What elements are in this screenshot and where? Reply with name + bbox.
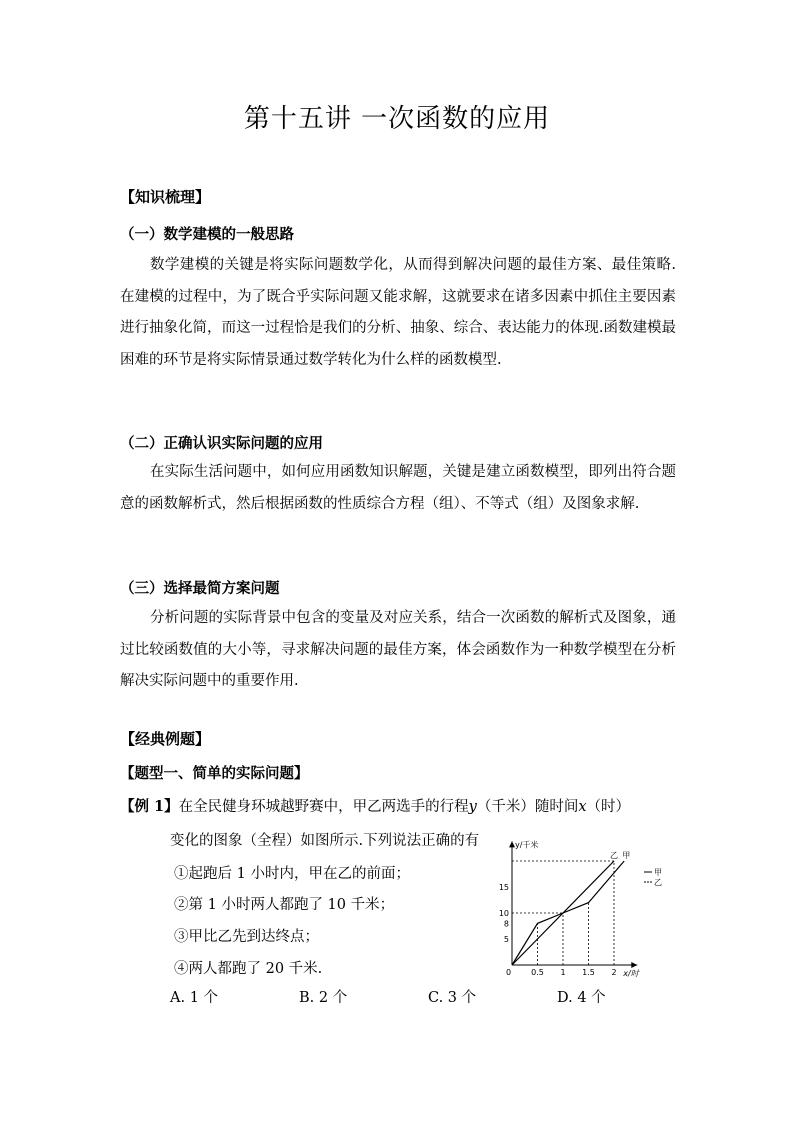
example-unit-hour: （时） bbox=[586, 799, 631, 815]
option-d[interactable]: D. 4 个 bbox=[557, 990, 606, 1006]
statement-4: ④两人都跑了 20 千米. bbox=[174, 961, 323, 977]
section-1-text: 数学建模的关键是将实际问题数学化，从而得到解决问题的最佳方案、最佳策略.在建模的过程中，为了既合乎实际问题又能求解，这就要求在诸多因素中抓住主要因素进行抽象化简，而这一过程恰是我们的分析、抽象、综合、表达能力的体现.函数建模最困难的环节是将实际情景通过数学转化为什么样的函数模型. bbox=[120, 257, 676, 368]
option-b[interactable]: B. 2 个 bbox=[299, 990, 348, 1006]
section-3-title: （三）选择最简方案问题 bbox=[120, 580, 280, 597]
series-end-label: 乙 bbox=[610, 851, 618, 860]
x-axis-arrow bbox=[631, 962, 637, 968]
distance-time-chart bbox=[494, 830, 674, 982]
x-tick-label: 1.5 bbox=[582, 968, 595, 977]
example-1-line2: 变化的图象（全程）如图所示.下列说法正确的有 bbox=[170, 833, 480, 849]
x-tick-label: 0.5 bbox=[531, 968, 544, 977]
example-unit-km: （千米）随时间 bbox=[476, 799, 579, 815]
x-axis-label: x/时 bbox=[623, 969, 639, 978]
legend-label-jia: 甲 bbox=[654, 868, 662, 877]
y-tick-label: 5 bbox=[503, 935, 509, 944]
origin-label: 0 bbox=[506, 968, 512, 977]
statement-3: ③甲比乙先到达终点； bbox=[174, 929, 319, 945]
statement-1: ①起跑后 1 小时内，甲在乙的前面； bbox=[174, 866, 410, 882]
y-axis-label: y/千米 bbox=[515, 840, 539, 850]
example-label: 【例 1】 bbox=[120, 798, 179, 815]
knowledge-header: 【知识梳理】 bbox=[120, 188, 211, 206]
examples-header: 【经典例题】 bbox=[120, 730, 211, 748]
legend-label-yi: 乙 bbox=[654, 878, 662, 887]
page-title: 第十五讲 一次函数的应用 bbox=[243, 104, 551, 134]
y-tick-label: 8 bbox=[503, 919, 509, 929]
option-a[interactable]: A. 1 个 bbox=[170, 990, 219, 1006]
x-tick-label: 1 bbox=[560, 968, 566, 977]
statement-2: ②第 1 小时两人都跑了 10 千米； bbox=[174, 897, 395, 913]
x-tick-label: 2 bbox=[611, 968, 617, 977]
section-3-text: 分析问题的实际背景中包含的变量及对应关系，结合一次函数的解析式及图象，通过比较函数值的大小等，寻求解决问题的最佳方案，体会函数作为一种数学模型在分析解决实际问题中的重要作用. bbox=[120, 610, 676, 689]
example-1-stem bbox=[120, 795, 630, 816]
var-y: y bbox=[468, 799, 477, 815]
option-c[interactable]: C. 3 个 bbox=[428, 990, 477, 1006]
example-text-1: 在全民健身环城越野赛中，甲乙两选手的行程 bbox=[178, 799, 469, 815]
y-tick-label: 10 bbox=[498, 909, 509, 918]
series-end-label: 甲 bbox=[622, 851, 631, 860]
question-type-1: 【题型一、简单的实际问题】 bbox=[120, 765, 309, 782]
section-2-text: 在实际生活问题中，如何应用函数知识解题，关键是建立函数模型，即列出符合题意的函数解析式，然后根据函数的性质综合方程（组）、不等式（组）及图象求解. bbox=[120, 464, 676, 512]
var-x: x bbox=[578, 799, 587, 815]
answer-options bbox=[170, 986, 686, 1007]
section-1-title: （一）数学建模的一般思路 bbox=[120, 226, 294, 243]
section-2-title: （二）正确认识实际问题的应用 bbox=[120, 435, 323, 452]
y-tick-label: 15 bbox=[498, 883, 509, 892]
